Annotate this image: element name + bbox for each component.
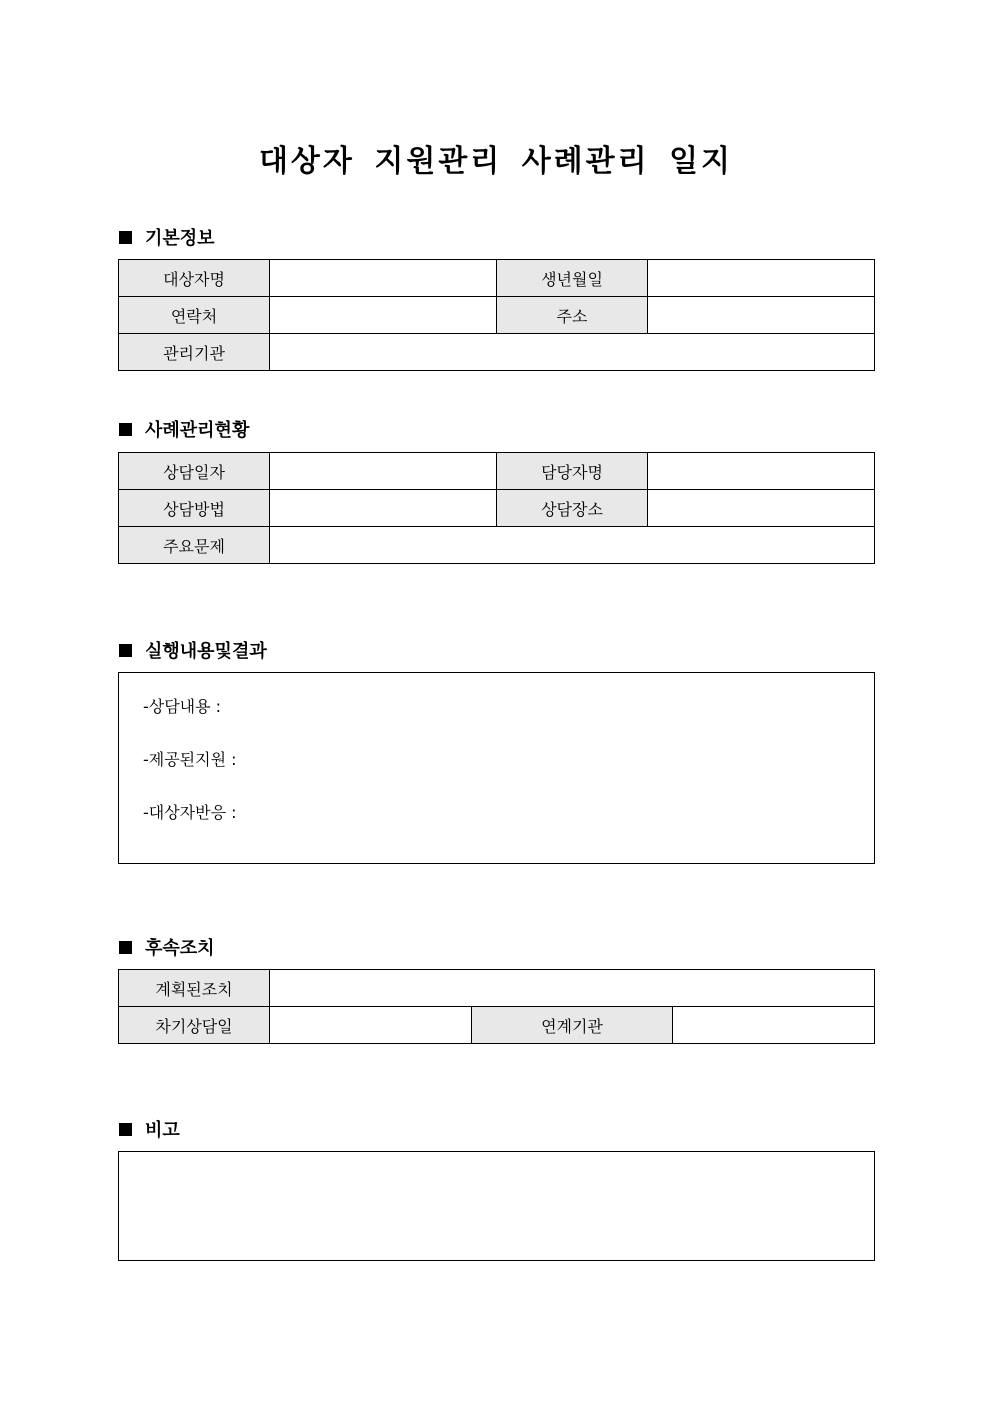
- field-place[interactable]: [648, 490, 875, 527]
- field-address[interactable]: [648, 297, 875, 334]
- label-birth: 생년월일: [497, 260, 648, 297]
- field-birth[interactable]: [648, 260, 875, 297]
- section-heading-status-label: 사례관리현황: [145, 420, 250, 441]
- field-next-date[interactable]: [270, 1007, 472, 1044]
- label-address: 주소: [497, 297, 648, 334]
- field-method[interactable]: [270, 490, 497, 527]
- label-contact: 연락처: [119, 297, 270, 334]
- section-heading-followup-label: 후속조치: [145, 938, 215, 959]
- label-manager: 담당자명: [497, 453, 648, 490]
- square-bullet-icon: [119, 644, 132, 657]
- label-issue: 주요문제: [119, 527, 270, 564]
- field-agency[interactable]: [270, 334, 875, 371]
- label-method: 상담방법: [119, 490, 270, 527]
- followup-table: [118, 969, 875, 1044]
- label-place: 상담장소: [497, 490, 648, 527]
- execution-line-counsel: -상담내용 :: [143, 697, 222, 716]
- field-linked-agency[interactable]: [673, 1007, 875, 1044]
- square-bullet-icon: [119, 1123, 132, 1136]
- field-manager[interactable]: [648, 453, 875, 490]
- field-planned[interactable]: [270, 970, 875, 1007]
- section-heading-remarks-label: 비고: [145, 1120, 180, 1141]
- execution-line-support: -제공된지원 :: [143, 750, 237, 769]
- square-bullet-icon: [119, 231, 132, 244]
- field-issue[interactable]: [270, 527, 875, 564]
- label-name: 대상자명: [119, 260, 270, 297]
- page-title: 대상자 지원관리 사례관리 일지: [258, 144, 734, 179]
- basic-info-table: [118, 259, 875, 371]
- field-date[interactable]: [270, 453, 497, 490]
- case-status-table: [118, 452, 875, 564]
- square-bullet-icon: [119, 423, 132, 436]
- field-contact[interactable]: [270, 297, 497, 334]
- section-heading-followup: [119, 934, 215, 960]
- label-agency: 관리기관: [119, 334, 270, 371]
- section-heading-status: [119, 416, 249, 442]
- section-heading-basic-label: 기본정보: [145, 228, 215, 249]
- label-next-date: 차기상담일: [119, 1007, 270, 1044]
- section-heading-basic: [119, 224, 215, 250]
- execution-box[interactable]: [118, 672, 875, 864]
- field-name[interactable]: [270, 260, 497, 297]
- section-heading-remarks: [119, 1116, 180, 1142]
- section-heading-execution-label: 실행내용및결과: [145, 641, 267, 662]
- label-linked-agency: 연계기관: [471, 1007, 673, 1044]
- section-heading-execution: [119, 637, 267, 663]
- label-planned: 계획된조치: [119, 970, 270, 1007]
- execution-line-response: -대상자반응 :: [143, 803, 237, 822]
- remarks-box[interactable]: [118, 1151, 875, 1261]
- label-date: 상담일자: [119, 453, 270, 490]
- square-bullet-icon: [119, 941, 132, 954]
